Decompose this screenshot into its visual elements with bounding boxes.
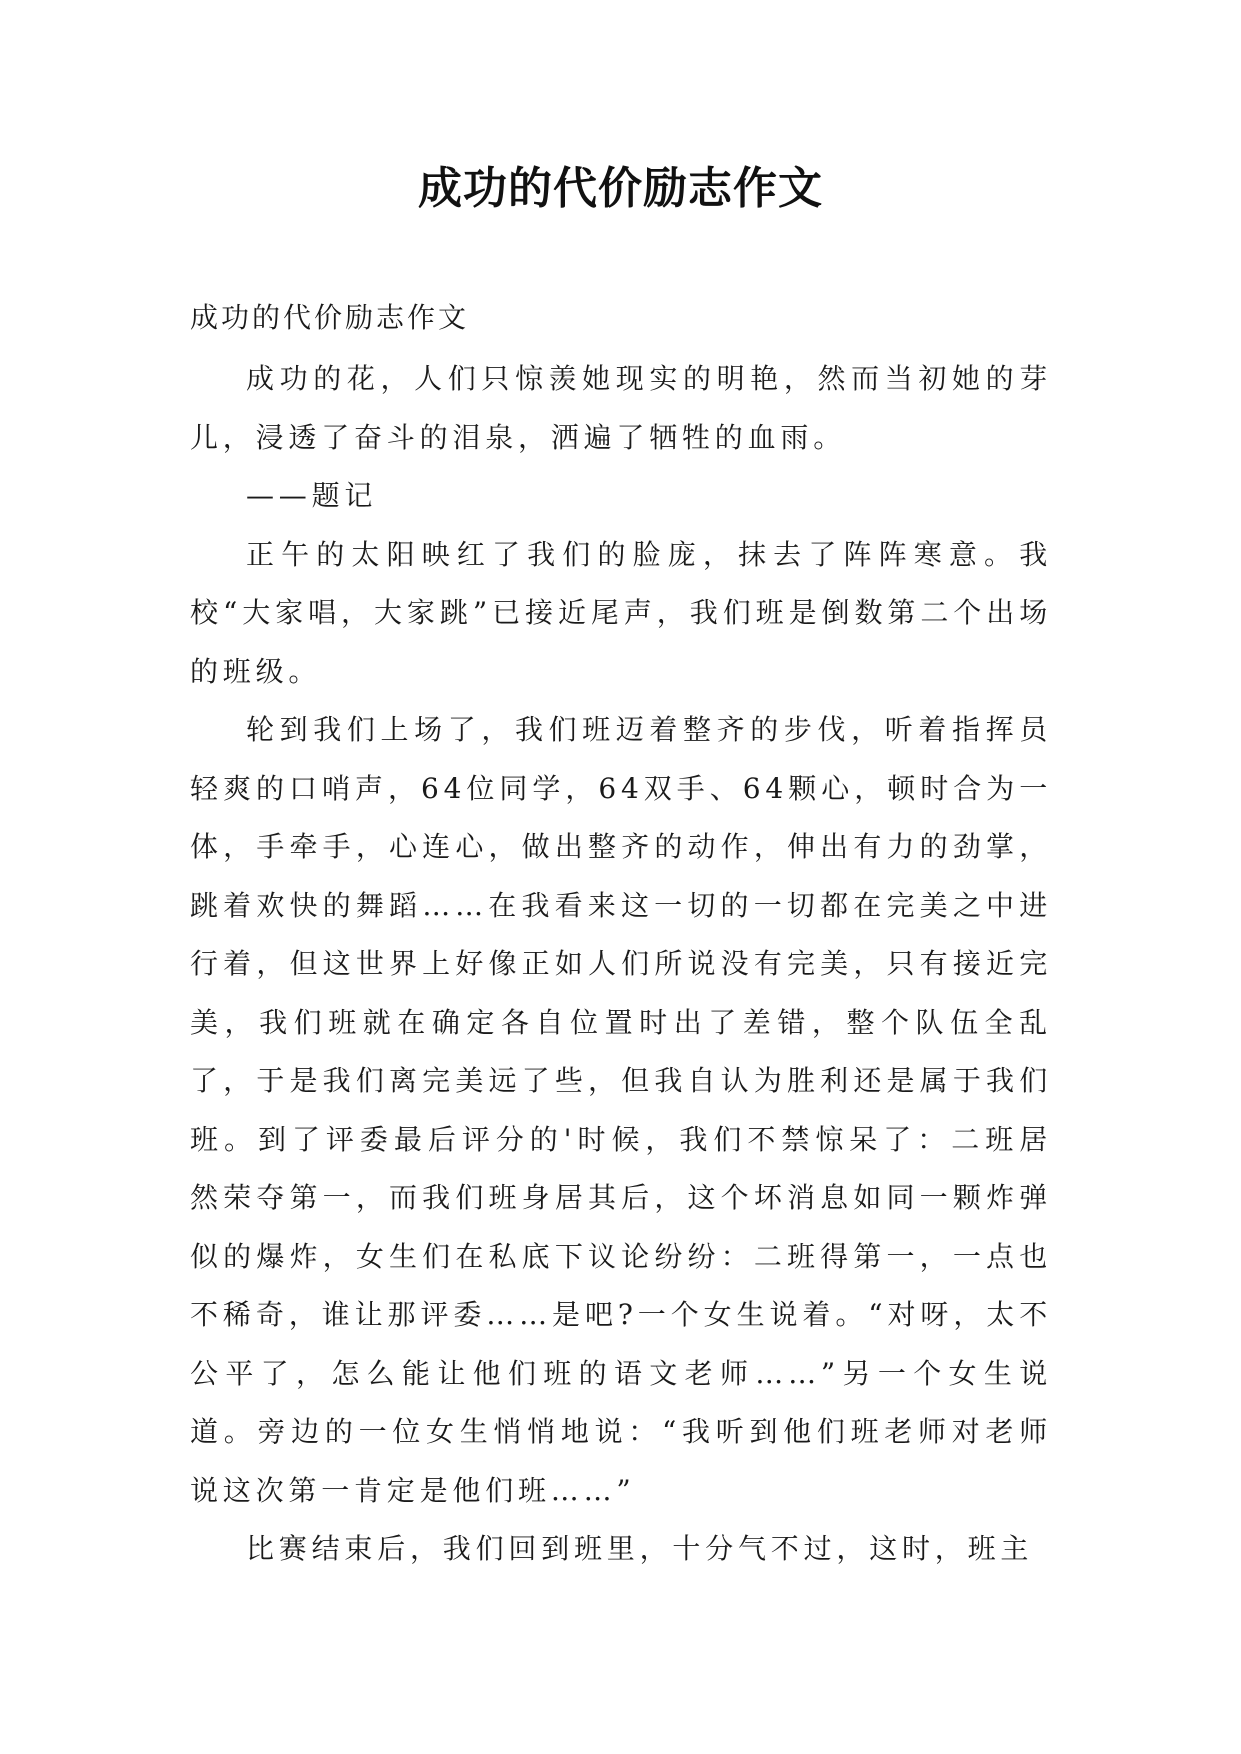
document-title: 成功的代价励志作文 (418, 163, 823, 214)
paragraph-1: 正午的太阳映红了我们的脸庞，抹去了阵阵寒意。我校“大家唱，大家跳”已接近尾声，我们班是倒数第二个出场的班级。 (190, 537, 1052, 688)
paragraph-intro: 成功的花，人们只惊羡她现实的明艳，然而当初她的芽儿，浸透了奋斗的泪泉，洒遍了牺牲的血雨。 (190, 362, 1052, 454)
document-body (190, 350, 1052, 1579)
paragraph-3: 比赛结束后，我们回到班里，十分气不过，这时，班主 (246, 1532, 1034, 1565)
document-subtitle: 成功的代价励志作文 (190, 301, 470, 334)
paragraph-inscription: ——题记 (246, 479, 378, 512)
paragraph-2: 轮到我们上场了，我们班迈着整齐的步伐，听着指挥员轻爽的口哨声，64位同学，64双手、64颗心，顿时合为一体，手牵手，心连心，做出整齐的动作，伸出有力的劲掌，跳着欢快的舞蹈……在我看来这一切的一切都在完美之中进行着，但这世界上好像正如人们所说没有完美，只有接近完美，我们班就在确定各自位置时出了差错，整个队伍全乱了，于是我们离完美远了些，但我自认为胜利还是属于我们班。到了评委最后评分的'时候，我们不禁惊呆了：二班居然荣夺第一，而我们班身居其后，这个坏消息如同一颗炸弹似的爆炸，女生们在私底下议论纷纷：二班得第一，一点也不稀奇，谁让那评委……是吧?一个女生说着。“对呀，太不公平了，怎么能让他们班的语文老师……”另一个女生说道。旁边的一位女生悄悄地说：“我听到他们班老师对老师说这次第一肯定是他们班……” (190, 713, 1052, 1507)
